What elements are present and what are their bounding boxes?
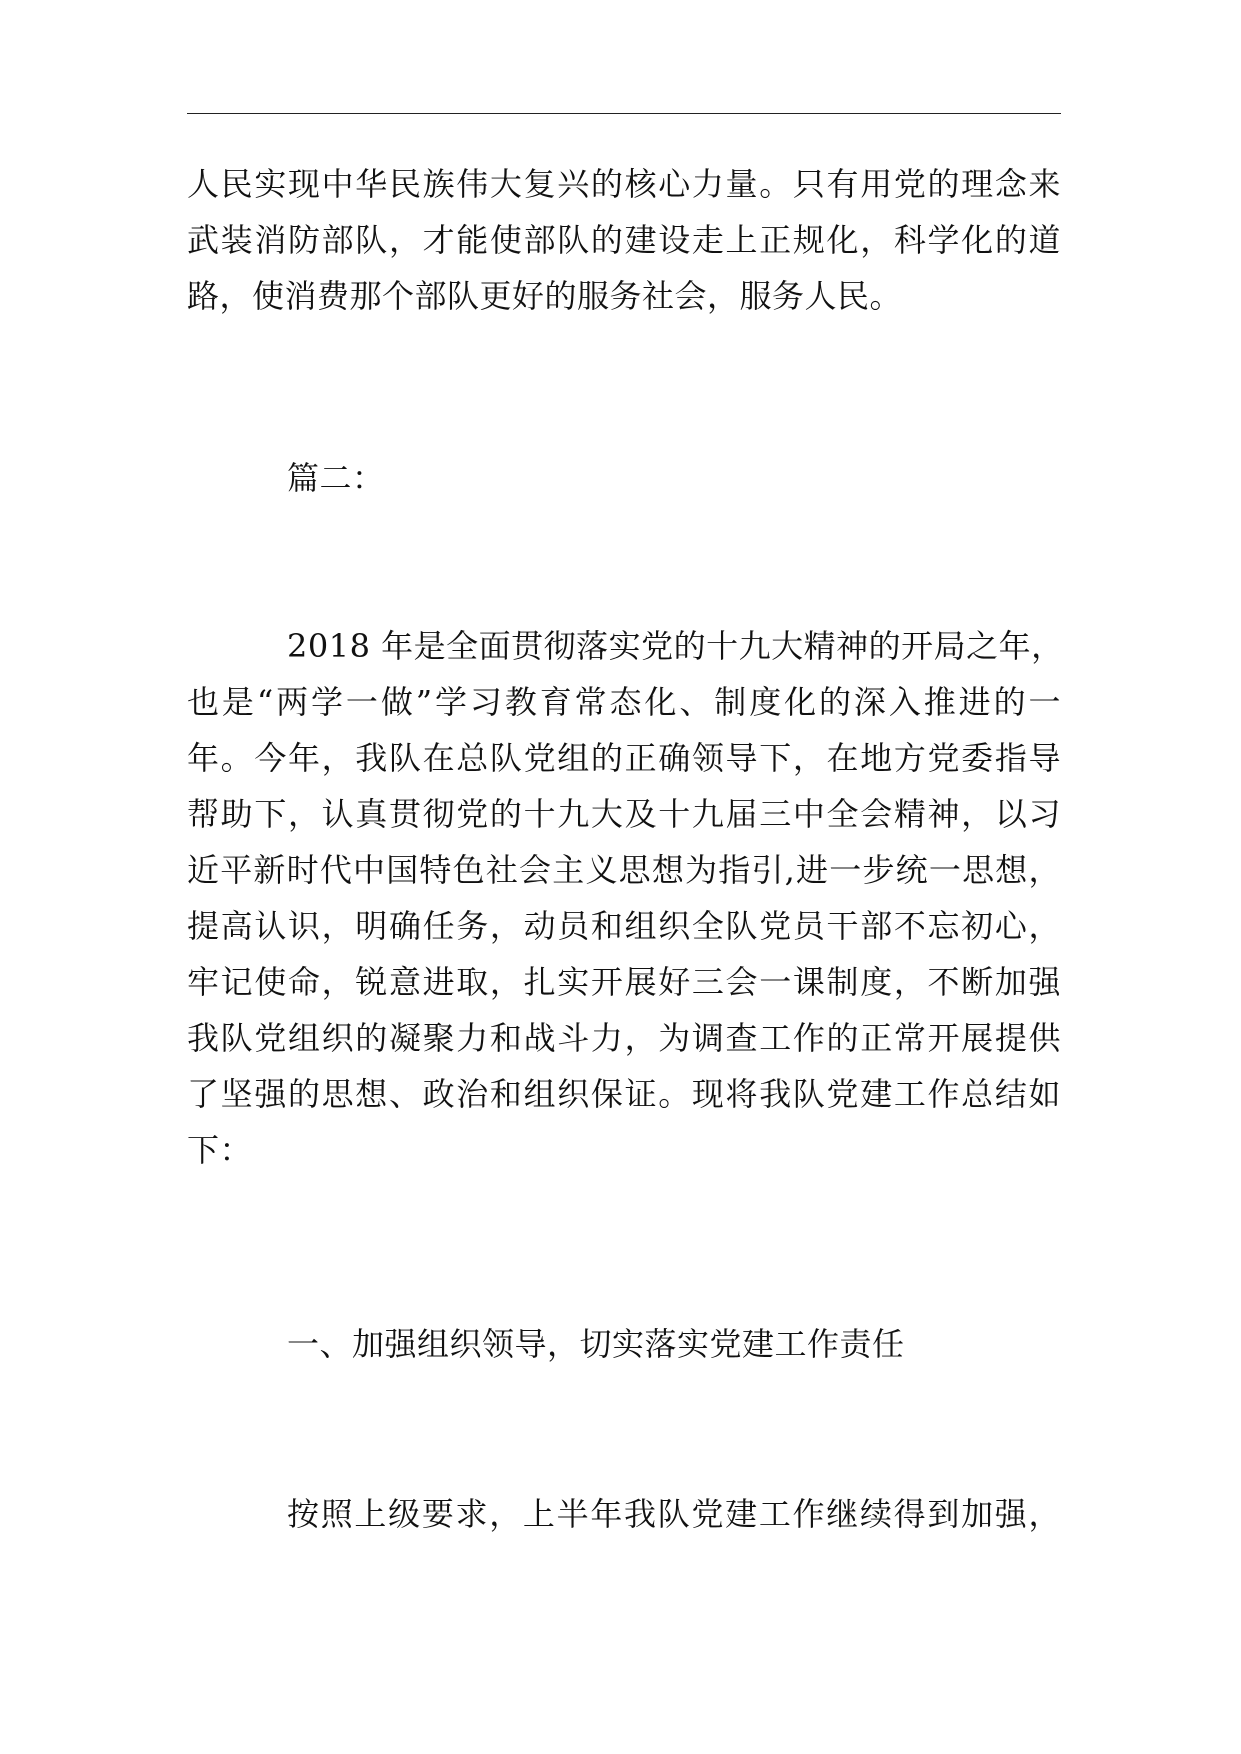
paragraph-intro bbox=[187, 618, 1064, 1178]
part-heading bbox=[187, 450, 1061, 506]
text-line: 年。今年，我队在总队党组的正确领导下，在地方党委指导 bbox=[187, 739, 1061, 777]
text-line: 了坚强的思想、政治和组织保证。现将我队党建工作总结如 bbox=[187, 1075, 1061, 1113]
text-line: 提高认识，明确任务，动员和组织全队党员干部不忘初心， bbox=[187, 907, 1061, 945]
text-line: 人民实现中华民族伟大复兴的核心力量。只有用党的理念来 bbox=[187, 165, 1061, 203]
paragraph-continuation bbox=[187, 156, 1061, 324]
text-line: 武装消防部队，才能使部队的建设走上正规化，科学化的道 bbox=[187, 221, 1061, 259]
text-line: 帮助下，认真贯彻党的十九大及十九届三中全会精神，以习 bbox=[187, 795, 1061, 833]
text-line: 按照上级要求，上半年我队党建工作继续得到加强， bbox=[287, 1495, 1061, 1533]
section-heading-text: 一、加强组织领导，切实落实党建工作责任 bbox=[287, 1325, 905, 1363]
text-line: 也是“两学一做”学习教育常态化、制度化的深入推进的一 bbox=[187, 683, 1061, 721]
text-line: 2018 年是全面贯彻落实党的十九大精神的开局之年， bbox=[287, 627, 1064, 665]
text-line: 路，使消费那个部队更好的服务社会，服务人民。 bbox=[187, 277, 903, 315]
text-line: 牢记使命，锐意进取，扎实开展好三会一课制度，不断加强 bbox=[187, 963, 1061, 1001]
text-line: 我队党组织的凝聚力和战斗力，为调查工作的正常开展提供 bbox=[187, 1019, 1061, 1057]
text-line: 下： bbox=[187, 1131, 253, 1169]
header-rule bbox=[187, 113, 1061, 114]
paragraph-section1 bbox=[187, 1486, 1061, 1542]
section-heading bbox=[187, 1316, 1061, 1372]
text-line: 近平新时代中国特色社会主义思想为指引,进一步统一思想， bbox=[187, 851, 1061, 889]
part-heading-text: 篇二： bbox=[287, 459, 385, 497]
